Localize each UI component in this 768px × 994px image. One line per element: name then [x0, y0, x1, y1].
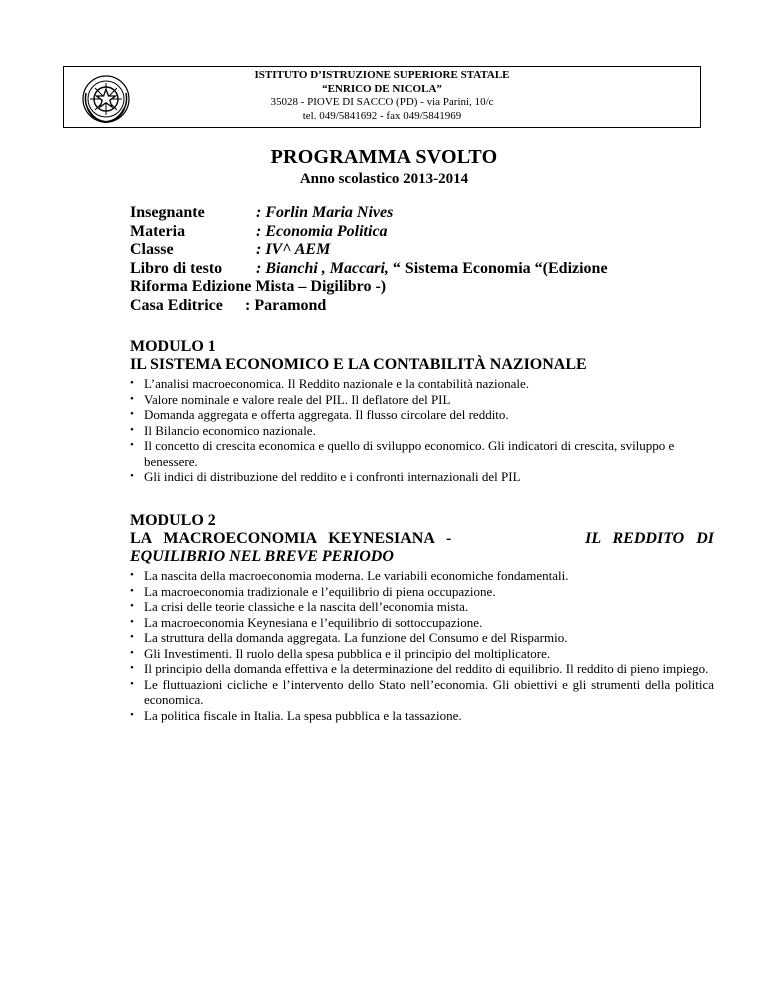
module-1 [130, 338, 714, 485]
module-2-title-part1: LA MACROECONOMIA KEYNESIANA - [130, 530, 452, 547]
list-item: • La crisi delle teorie classiche e la nascita dell’economia mista. [130, 599, 469, 614]
module-2-title-line2: EQUILIBRIO NEL BREVE PERIODO [130, 548, 394, 565]
bullet-icon: • [130, 615, 134, 628]
subject-row [130, 223, 730, 242]
class-label: Classe [130, 241, 174, 258]
document-title: PROGRAMMA SVOLTO [270, 146, 498, 168]
subject-value: : Economia Politica [256, 222, 388, 240]
module-2-number: MODULO 2 [130, 512, 216, 529]
module-2-topics [130, 568, 714, 723]
book-value [256, 260, 608, 279]
bullet-icon: • [130, 631, 134, 643]
bullet-icon: • [130, 377, 134, 389]
class-row [130, 241, 730, 260]
book-edition: Riforma Edizione Mista – Digilibro -) [130, 278, 387, 295]
list-item: • La macroeconomia Keynesiana e l’equilibrio di sottoccupazione. [130, 614, 483, 630]
list-item: • Gli indici di distribuzione del reddito e i confronti internazionali del PIL [130, 469, 521, 484]
list-item: • Gli Investimenti. Il ruolo della spesa pubblica e il principio del moltiplicatore. [130, 645, 551, 661]
bullet-icon: • [130, 600, 134, 612]
book-label: Libro di testo [130, 259, 223, 277]
publisher-label: Casa Editrice [130, 296, 223, 314]
book-authors: : Bianchi , Maccari, [256, 259, 389, 277]
list-item: • Il principio della domanda effettiva e la determinazione del reddito di equilibrio. Il reddito di pieno impiego. [130, 661, 709, 676]
class-value: : IV^ AEM [256, 241, 331, 258]
school-type: ISTITUTO D’ISTRUZIONE SUPERIORE STATALE [254, 69, 510, 81]
school-address: 35028 - PIOVE DI SACCO (PD) - via Parini, 10/c [270, 96, 494, 108]
publisher-value: : Paramond [245, 296, 327, 314]
bullet-icon: • [130, 677, 134, 690]
school-info [64, 69, 700, 123]
school-header [63, 66, 701, 128]
teacher-row [130, 204, 730, 223]
list-item: • Il concetto di crescita economica e quello di sviluppo economico. Gli indicatori di crescita, sviluppo e benessere. [130, 438, 675, 469]
list-item: • La politica fiscale in Italia. La spesa pubblica e la tassazione. [130, 707, 462, 723]
list-item: • L’analisi macroeconomica. Il Reddito nazionale e la contabilità nazionale. [130, 376, 530, 391]
list-item: • La nascita della macroeconomia moderna. Le variabili economiche fondamentali. [130, 568, 569, 583]
book-title: “ Sistema Economia “(Edizione [388, 259, 608, 277]
teacher-value: : Forlin Maria Nives [256, 204, 394, 221]
list-item: • La struttura della domanda aggregata. La funzione del Consumo e del Risparmio. [130, 630, 568, 645]
teacher-label: Insegnante [130, 204, 205, 221]
book-row [130, 260, 730, 279]
module-1-number: MODULO 1 [130, 338, 216, 355]
bullet-icon: • [130, 708, 134, 721]
school-phone: tel. 049/5841692 - fax 049/5841969 [302, 109, 462, 122]
school-year: Anno scolastico 2013-2014 [299, 171, 469, 187]
list-item: • Il Bilancio economico nazionale. [130, 422, 316, 438]
bullet-icon: • [130, 392, 134, 405]
bullet-icon: • [130, 646, 134, 659]
module-1-topics [130, 376, 714, 485]
list-item: • Le fluttuazioni cicliche e l’intervento dello Stato nell’economia. Gli obiettivi e gli strumenti della politica economica. [130, 676, 714, 707]
bullet-icon: • [130, 470, 134, 482]
list-item: • Valore nominale e valore reale del PIL. Il deflatore del PIL [130, 391, 451, 407]
book-row-continued [130, 278, 730, 297]
list-item: • Domanda aggregata e offerta aggregata. Il flusso circolare del reddito. [130, 407, 509, 422]
bullet-icon: • [130, 584, 134, 597]
bullet-icon: • [130, 423, 134, 436]
module-2 [130, 512, 714, 723]
list-item: • La macroeconomia tradizionale e l’equilibrio di piena occupazione. [130, 583, 496, 599]
school-name: “ENRICO DE NICOLA” [322, 82, 442, 95]
publisher-row [130, 297, 730, 316]
subject-label: Materia [130, 222, 186, 240]
bullet-icon: • [130, 408, 134, 420]
module-2-title-part2: IL REDDITO DI [585, 530, 714, 547]
module-1-title: IL SISTEMA ECONOMICO E LA CONTABILITÀ NAZIONALE [130, 356, 587, 373]
module-2-title [130, 530, 714, 548]
course-info [130, 204, 730, 315]
bullet-icon: • [130, 569, 134, 581]
bullet-icon: • [130, 662, 134, 674]
bullet-icon: • [130, 439, 134, 451]
